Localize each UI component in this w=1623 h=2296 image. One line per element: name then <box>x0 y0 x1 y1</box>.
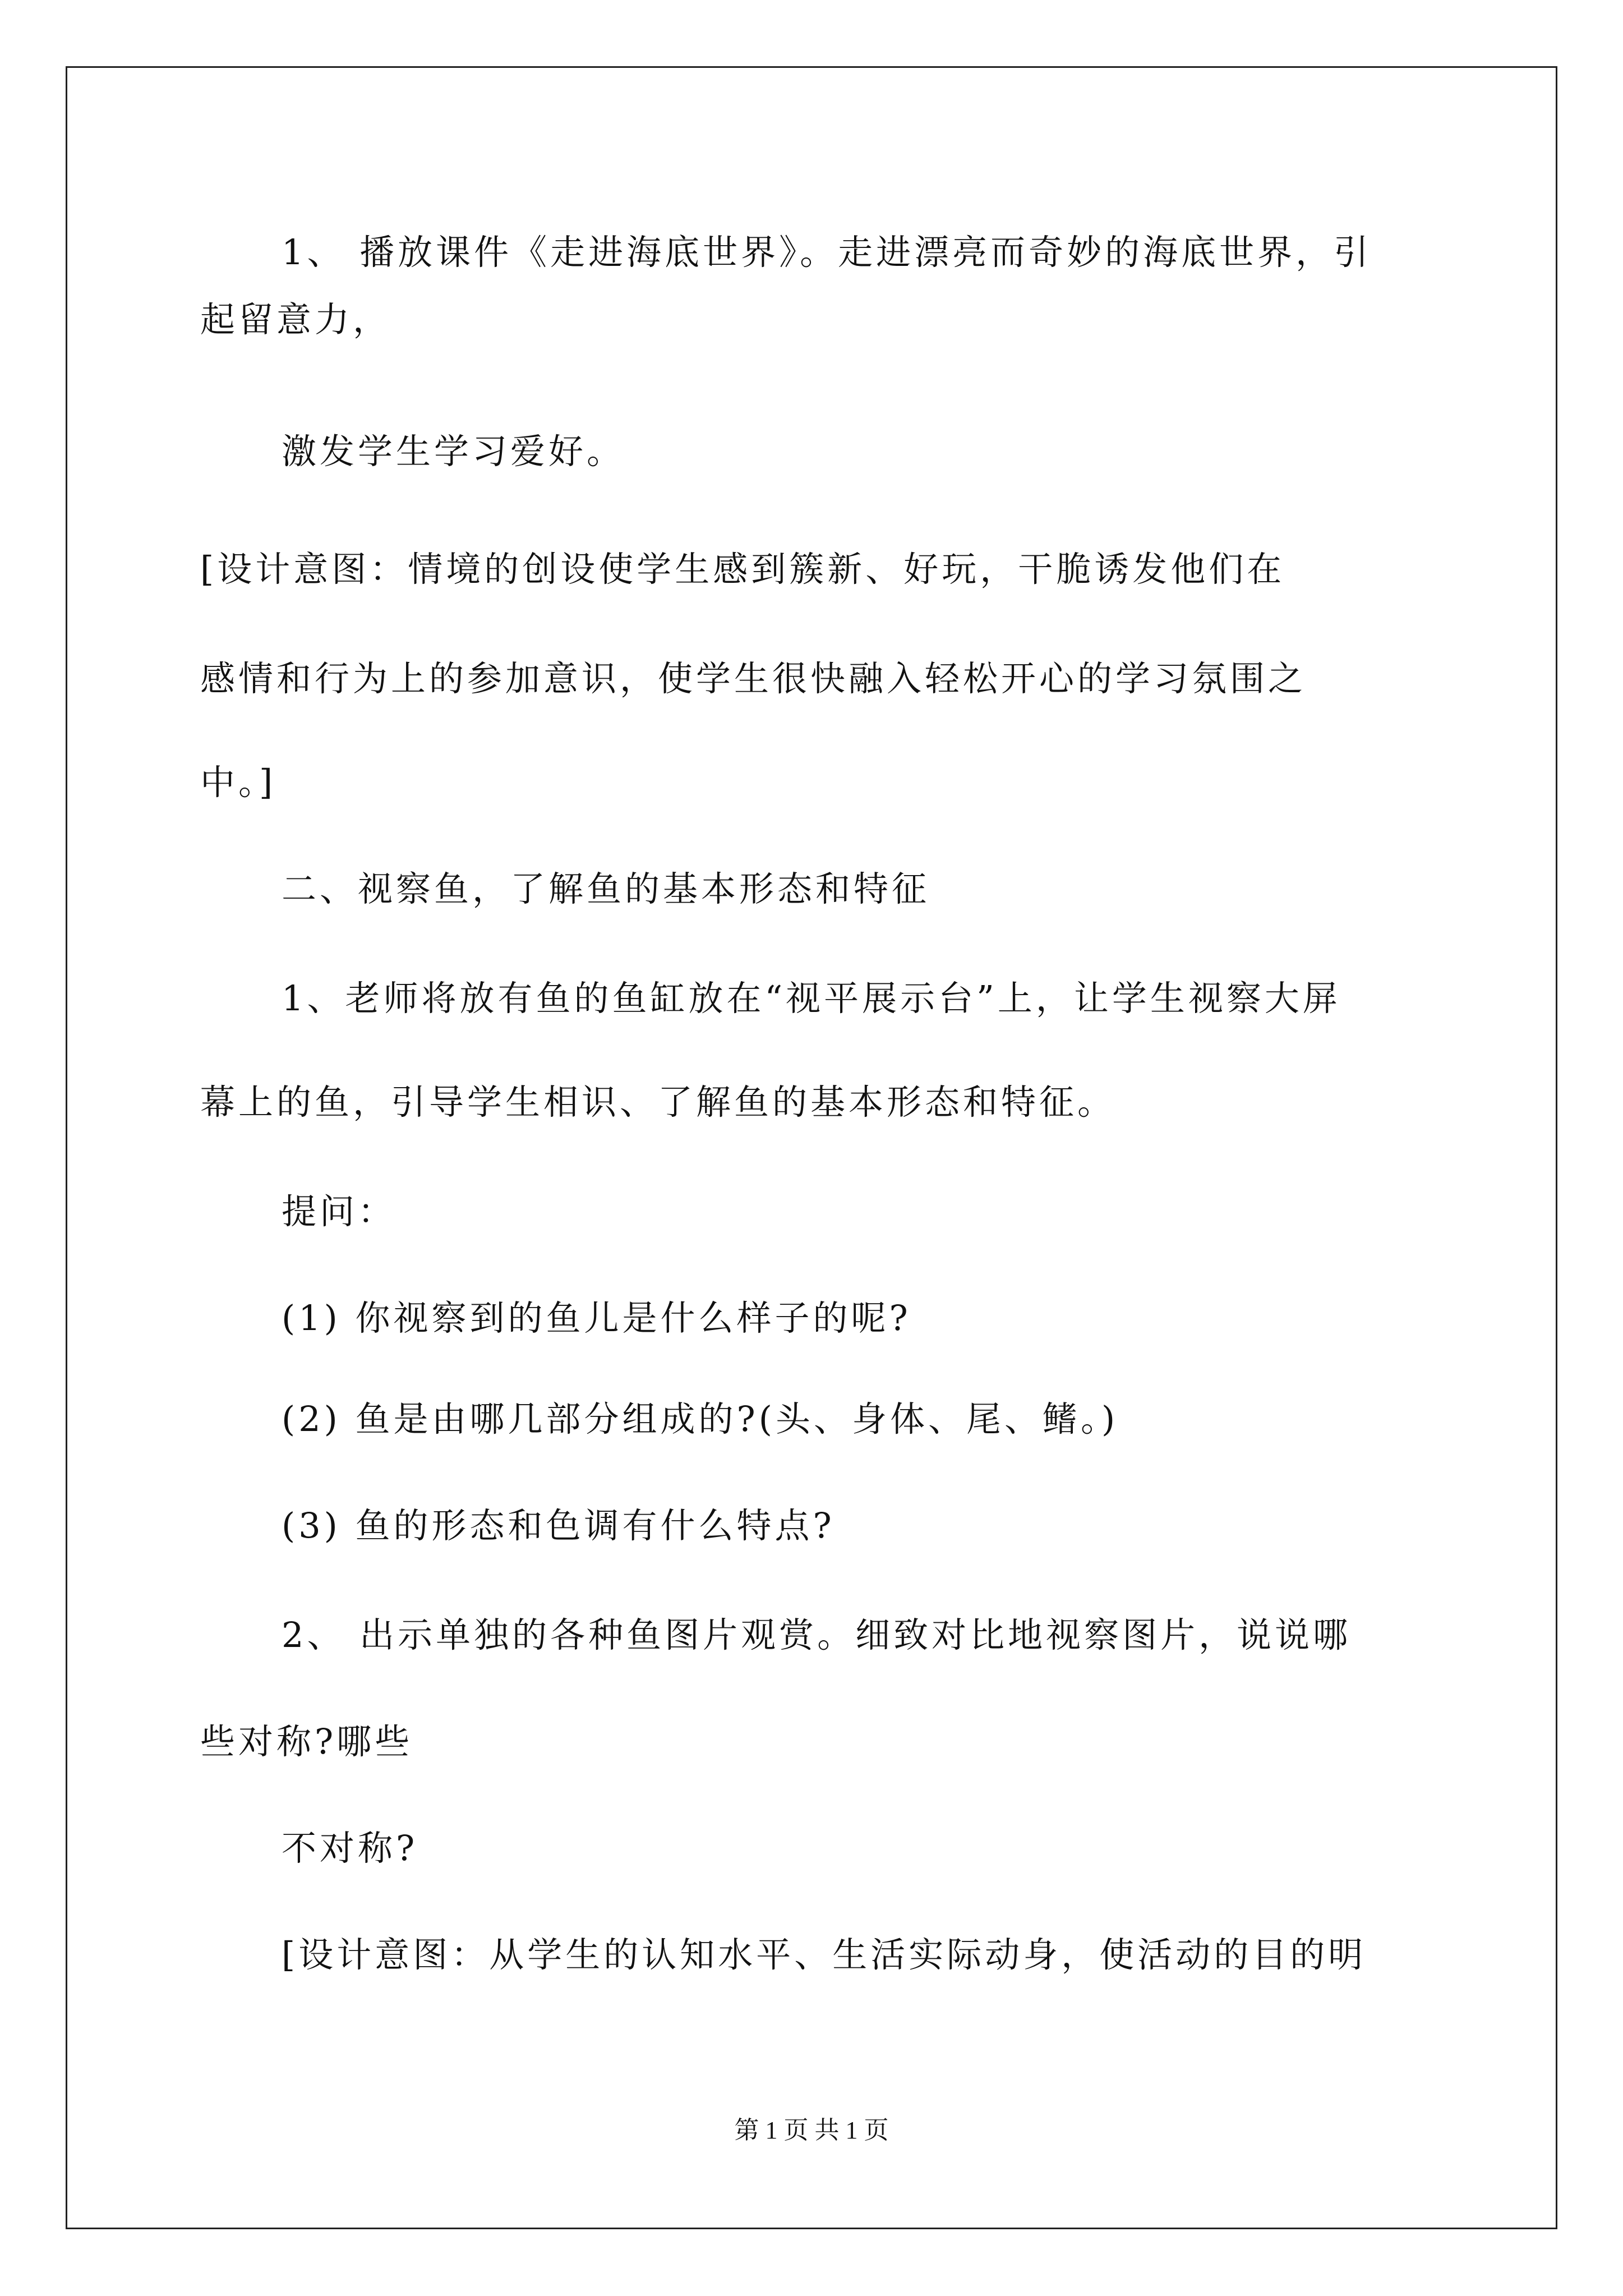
paragraph-line: 感情和行为上的参加意识，使学生很快融入轻松开心的学习氛围之 <box>200 658 1307 699</box>
paragraph-line: 提问： <box>282 1191 396 1232</box>
paragraph-line: 2、 出示单独的各种鱼图片观赏。细致对比地视察图片，说说哪 <box>282 1614 1352 1655</box>
section-heading: 二、视察鱼，了解鱼的基本形态和特征 <box>282 868 930 909</box>
paragraph-line: [设计意图：情境的创设使学生感到簇新、好玩，干脆诱发他们在 <box>200 549 1285 590</box>
paragraph-line: 不对称? <box>282 1828 418 1869</box>
paragraph-line: [设计意图：从学生的认知水平、生活实际动身，使活动的目的明 <box>282 1934 1367 1975</box>
paragraph-line: 起留意力， <box>200 299 391 340</box>
page-footer: 第 1 页 共 1 页 <box>734 2116 889 2144</box>
paragraph-line: 1、老师将放有鱼的鱼缸放在“视平展示台”上，让学生视察大屏 <box>282 978 1341 1019</box>
list-item: (3) 鱼的形态和色调有什么特点? <box>282 1505 835 1546</box>
page-border <box>66 66 1557 2229</box>
paragraph-line: 激发学生学习爱好。 <box>282 431 625 472</box>
list-item: (2) 鱼是由哪几部分组成的?(头、身体、尾、鳍。) <box>282 1398 1119 1439</box>
paragraph-line: 幕上的鱼，引导学生相识、了解鱼的基本形态和特征。 <box>200 1082 1116 1122</box>
paragraph-line: 中。] <box>200 762 276 803</box>
list-item: (1) 你视察到的鱼儿是什么样子的呢? <box>282 1297 911 1338</box>
paragraph-line: 1、 播放课件《走进海底世界》。走进漂亮而奇妙的海底世界，引 <box>282 232 1372 273</box>
paragraph-line: 些对称?哪些 <box>200 1721 413 1762</box>
